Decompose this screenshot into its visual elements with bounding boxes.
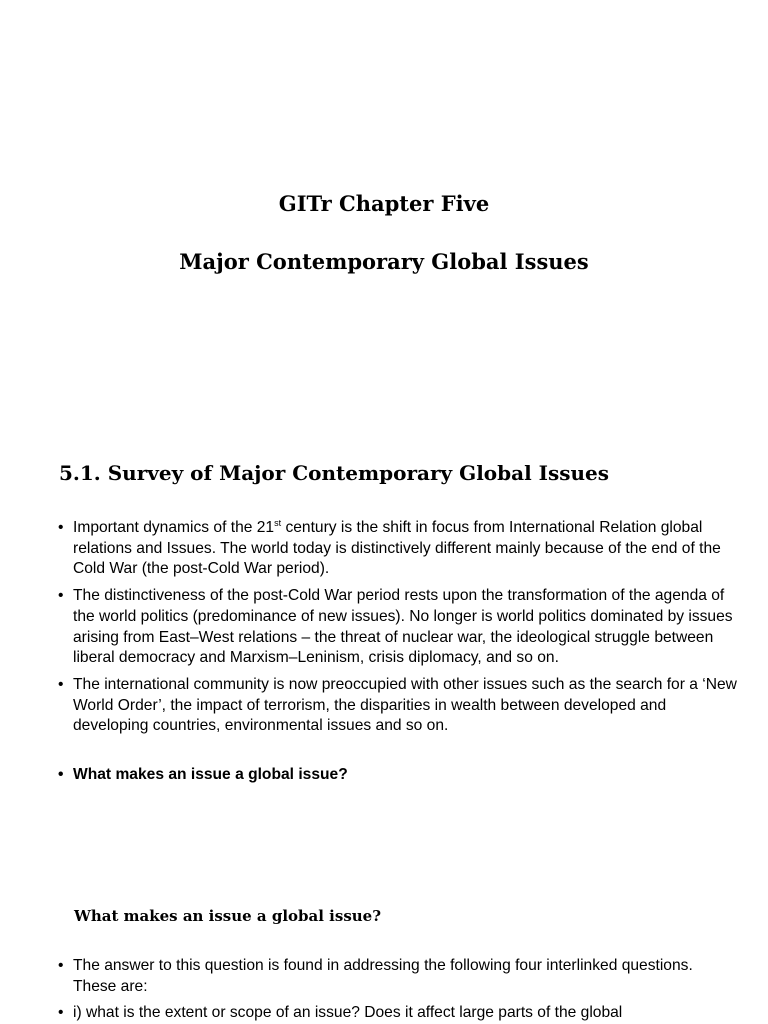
list-item: • The distinctiveness of the post-Cold War period rests upon the transformation of the agenda of the world politics (predominance of new issues). No longer is world politics dominated by issues arising from East–West relations – the threat of nuclear war, the ideological struggle between liberal democracy and Marxism–Leninism, crisis diplomacy, and so on.: [58, 586, 738, 669]
chapter-subtitle: Major Contemporary Global Issues: [179, 249, 589, 274]
section-bullet-list: [58, 518, 738, 792]
chapter-title: GITr Chapter Five: [278, 191, 490, 216]
section-heading: 5.1. Survey of Major Contemporary Global Issues: [59, 461, 610, 485]
list-item: [58, 518, 738, 580]
bullet-text: Important dynamics of the 21: [73, 519, 275, 536]
list-item: • What makes an issue a global issue?: [58, 765, 738, 786]
list-item: • i) what is the extent or scope of an issue? Does it affect large parts of the global: [58, 1003, 738, 1024]
subsection-bullet-list: [58, 956, 738, 1024]
ordinal-suffix: st: [274, 518, 282, 528]
list-item: • The international community is now preoccupied with other issues such as the search for a ‘New World Order’, the impact of terrorism, the disparities in wealth between developed and developing countries, environmental issues and so on.: [58, 675, 738, 737]
list-item: • The answer to this question is found in addressing the following four interlinked questions. These are:: [58, 956, 738, 997]
bullet-text: century is the shift in focus from International Relation global relations and Issues. The world today is distinctively different mainly because of the end of the Cold War (the post-Cold War period).: [73, 519, 721, 578]
subsection-heading: What makes an issue a global issue?: [74, 907, 382, 925]
